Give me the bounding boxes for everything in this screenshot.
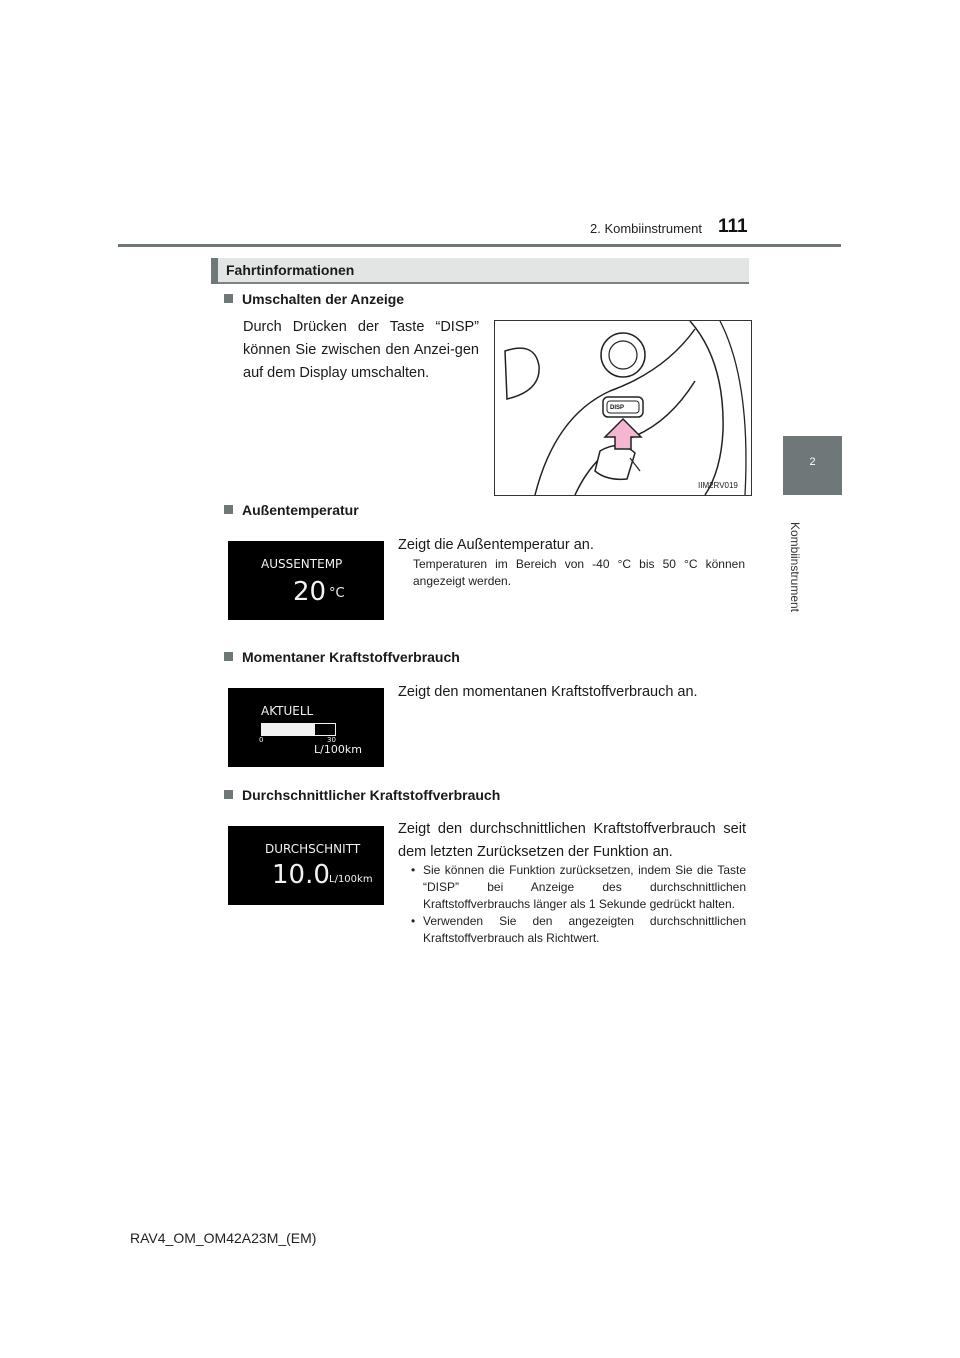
heading-square-icon — [224, 294, 233, 303]
section-title: Fahrtinformationen — [226, 262, 355, 278]
outside-temp-display-label: AUSSENTEMP — [261, 557, 343, 571]
document-code: RAV4_OM_OM42A23M_(EM) — [130, 1230, 317, 1246]
chapter-tab-number: 2 — [809, 456, 816, 468]
consumption-bar-fill — [262, 724, 315, 735]
heading-current-consumption: Momentaner Kraftstoffverbrauch — [224, 649, 460, 665]
average-consumption-display-value: 10.0 — [272, 860, 330, 890]
outside-temp-display-value: 20 — [293, 577, 327, 607]
consumption-scale-max: 30 — [327, 736, 336, 744]
average-consumption-text: Zeigt den durchschnittlichen Kraftstoffverbrauch seit dem letzten Zurücksetzen der Funktion an. — [398, 821, 746, 860]
outside-temp-note: Temperaturen im Bereich von -40 °C bis 50 °C können angezeigt werden. — [413, 557, 745, 588]
outside-temp-text: Zeigt die Außentemperatur an. — [398, 537, 594, 553]
current-consumption-display-unit: L/100km — [314, 743, 362, 756]
heading-average-consumption: Durchschnittlicher Kraftstoffverbrauch — [224, 787, 500, 803]
chapter-title: 2. Kombiinstrument — [590, 221, 702, 236]
chapter-tab — [783, 436, 842, 495]
current-consumption-display — [228, 688, 384, 767]
outside-temp-display — [228, 541, 384, 620]
section-banner-bar — [211, 258, 218, 284]
heading-square-icon — [224, 652, 233, 661]
heading-square-icon — [224, 790, 233, 799]
chapter-tab-label: Kombiinstrument — [788, 521, 802, 613]
consumption-scale-min: 0 — [259, 736, 264, 744]
average-consumption-display — [228, 826, 384, 905]
consumption-bar-track — [261, 723, 336, 736]
disp-button-label: DISP — [610, 405, 625, 411]
average-consumption-display-unit: L/100km — [329, 874, 373, 885]
current-consumption-display-label: AKTUELL — [261, 704, 314, 718]
heading-outside-temp: Außentemperatur — [224, 502, 359, 518]
average-consumption-display-label: DURCHSCHNITT — [265, 842, 361, 856]
switch-display-text: Durch Drücken der Taste “DISP” können Sie zwischen den Anzei-gen auf dem Display umschalten. — [243, 319, 479, 381]
outside-temp-display-unit: °C — [329, 586, 345, 601]
current-consumption-text: Zeigt den momentanen Kraftstoffverbrauch an. — [398, 684, 698, 700]
section-banner — [211, 258, 749, 284]
illustration-code: IIM2RV019 — [698, 481, 738, 490]
list-item: • Verwenden Sie den angezeigten durchschnittlichen Kraftstoffverbrauch als Richtwert. — [409, 913, 746, 947]
steering-wheel-illustration — [494, 320, 752, 496]
heading-square-icon — [224, 505, 233, 514]
list-item: • Sie können die Funktion zurücksetzen, indem Sie die Taste “DISP” bei Anzeige des durchschnittlichen Kraftstoffverbrauchs länger als 1 Sekunde gedrückt halten. — [409, 862, 746, 913]
heading-switch-display: Umschalten der Anzeige — [224, 291, 404, 307]
average-consumption-notes — [409, 862, 746, 947]
page-number: 111 — [718, 216, 748, 237]
header-rule — [118, 244, 841, 247]
